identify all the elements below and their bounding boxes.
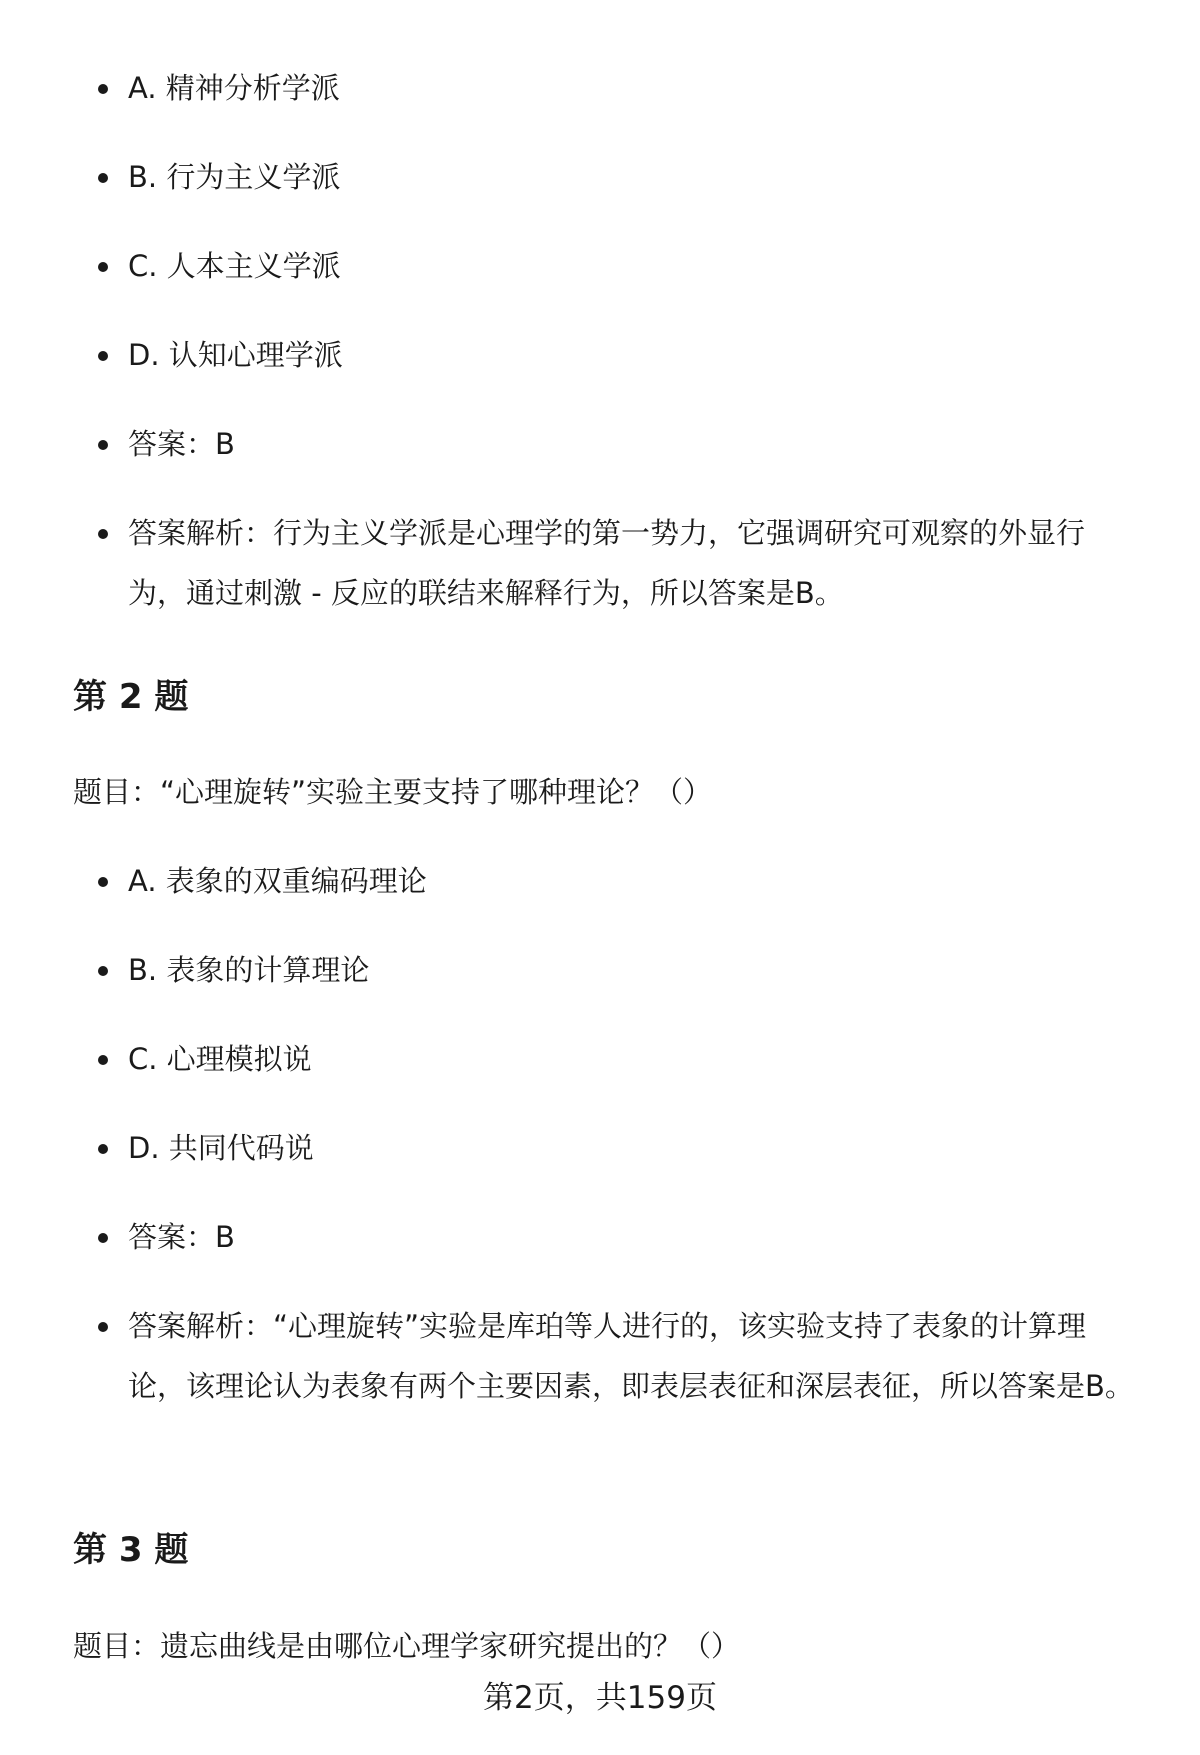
answer-explanation: 答案解析：“心理旋转”实验是库珀等人进行的，该实验支持了表象的计算理论，该理论认为表象有两个主要因素，即表层表征和深层表征，所以答案是B。 (0, 1296, 1200, 1416)
option-c: C. 心理模拟说 (0, 1029, 1200, 1089)
option-d: D. 共同代码说 (0, 1118, 1200, 1178)
answer-explanation: 答案解析：行为主义学派是心理学的第一势力，它强调研究可观察的外显行为，通过刺激 - 反应的联结来解释行为，所以答案是B。 (0, 503, 1200, 623)
question-2-heading: 第 2 题 (73, 677, 189, 717)
option-d: D. 认知心理学派 (0, 325, 1200, 385)
question-1-block (0, 58, 1200, 652)
question-1-options (0, 58, 1200, 623)
answer: 答案：B (0, 414, 1200, 474)
question-2-options (0, 851, 1200, 1416)
question-3-heading: 第 3 题 (73, 1530, 189, 1570)
option-b: B. 行为主义学派 (0, 147, 1200, 207)
page-number: 第2页，共159页 (483, 1680, 717, 1716)
option-a: A. 精神分析学派 (0, 58, 1200, 118)
question-3-stem: 题目：遗忘曲线是由哪位心理学家研究提出的？（） (73, 1629, 741, 1663)
option-a: A. 表象的双重编码理论 (0, 851, 1200, 911)
answer: 答案：B (0, 1207, 1200, 1267)
option-b: B. 表象的计算理论 (0, 940, 1200, 1000)
option-c: C. 人本主义学派 (0, 236, 1200, 296)
question-2-block (0, 851, 1200, 1445)
question-2-stem: 题目：“心理旋转”实验主要支持了哪种理论？（） (73, 775, 713, 809)
